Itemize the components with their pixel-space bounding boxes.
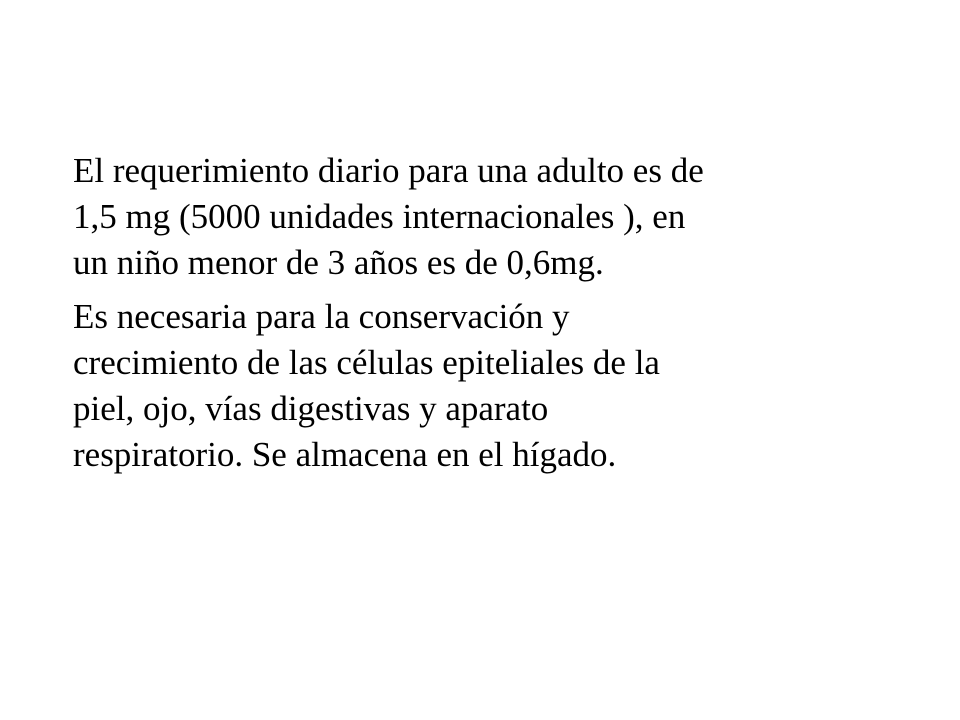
paragraph-function-storage [73, 294, 873, 478]
paragraph-daily-requirement [73, 148, 873, 286]
text-line: 1,5 mg (5000 unidades internacionales ), en [73, 197, 686, 236]
text-line: un niño menor de 3 años es de 0,6mg. [73, 243, 604, 282]
text-line: El requerimiento diario para una adulto es de [73, 151, 704, 190]
text-line: respiratorio. Se almacena en el hígado. [73, 435, 617, 474]
text-line: piel, ojo, vías digestivas y aparato [73, 389, 549, 428]
text-line: crecimiento de las células epiteliales de la [73, 343, 660, 382]
text-line: Es necesaria para la conservación y [73, 297, 570, 336]
slide-body-text [73, 148, 873, 486]
